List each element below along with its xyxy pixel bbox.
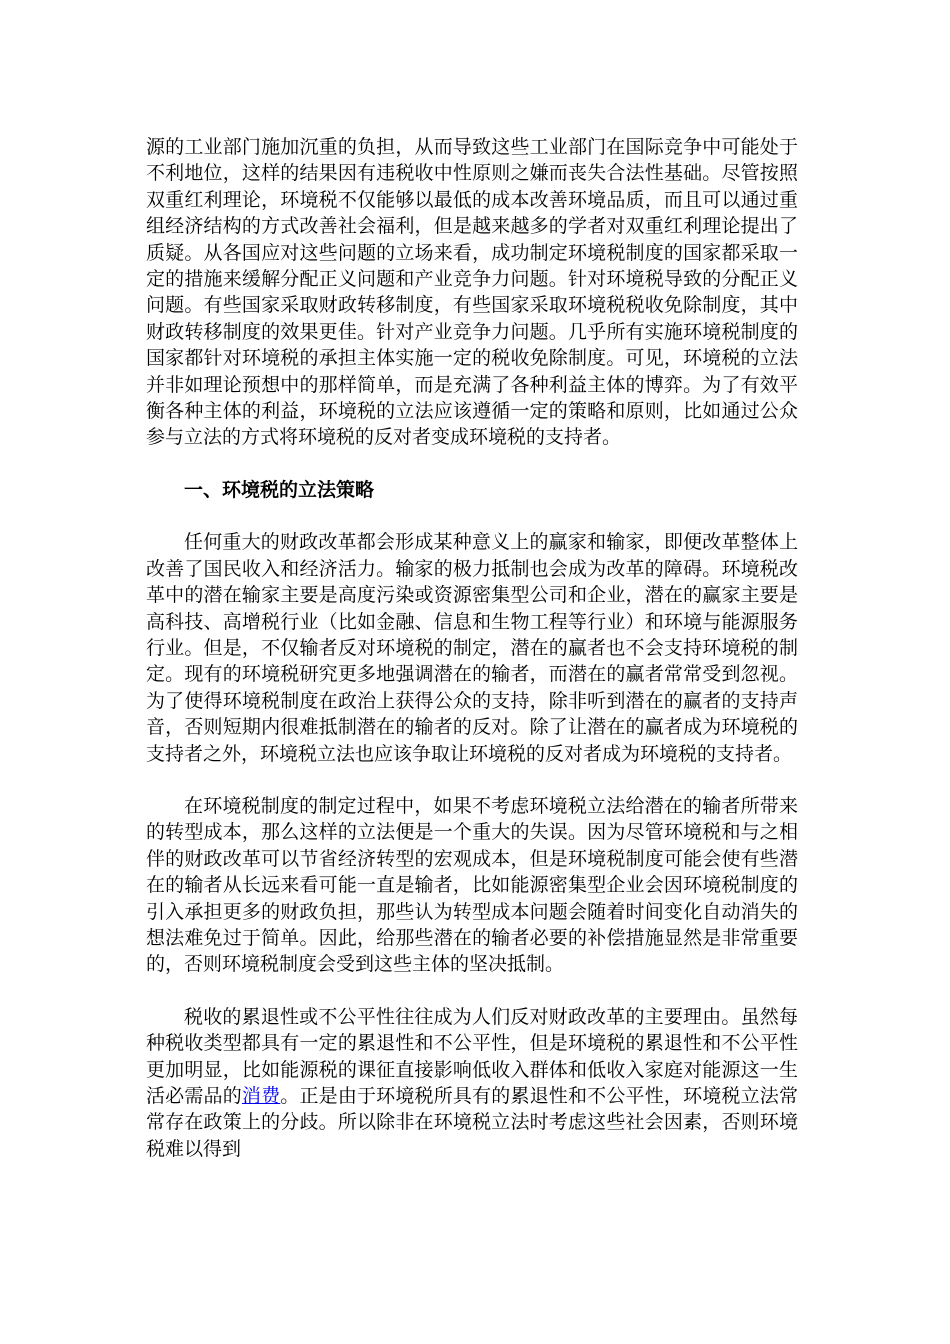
paragraph-2: 任何重大的财政改革都会形成某种意义上的赢家和输家，即便改革整体上改善了国民收入和经济活力。输家的极力抵制也会成为改革的障碍。环境税改革中的潜在输家主要是高度污染或资源密集型公司和企业，潜在的赢家主要是高科技、高增税行业（比如金融、信息和生物工程等行业）和环境与能源服务行业。但是，不仅输者反对环境税的制定，潜在的赢者也不会支持环境税的制定。现有的环境税研究更多地强调潜在的输者，而潜在的赢者常常受到忽视。为了使得环境税制度在政治上获得公众的支持，除非听到潜在的赢者的支持声音，否则短期内很难抵制潜在的输者的反对。除了让潜在的赢者成为环境税的支持者之外，环境税立法也应该争取让环境税的反对者成为环境税的支持者。 xyxy=(146,531,798,765)
document-body xyxy=(146,134,798,1162)
paragraph-3: 在环境税制度的制定过程中，如果不考虑环境税立法给潜在的输者所带来的转型成本，那么这样的立法便是一个重大的失误。因为尽管环境税和与之相伴的财政改革可以节省经济转型的宏观成本，但是环境税制度可能会使有些潜在的输者从长远来看可能一直是输者，比如能源密集型企业会因环境税制度的引入承担更多的财政负担，那些认为转型成本问题会随着时间变化自动消失的想法难免过于简单。因此，给那些潜在的输者必要的补偿措施显然是非常重要的，否则环境税制度会受到这些主体的坚决抵制。 xyxy=(146,794,798,976)
section-heading: 一、环境税的立法策略 xyxy=(184,478,375,501)
paragraph-1: 源的工业部门施加沉重的负担，从而导致这些工业部门在国际竞争中可能处于不利地位，这样的结果因有违税收中性原则之嫌而丧失合法性基础。尽管按照双重红利理论，环境税不仅能够以最低的成本改善环境品质，而且可以通过重组经济结构的方式改善社会福利，但是越来越多的学者对双重红利理论提出了质疑。从各国应对这些问题的立场来看，成功制定环境税制度的国家都采取一定的措施来缓解分配正义问题和产业竞争力问题。针对环境税导致的分配正义问题。有些国家采取财政转移制度，有些国家采取环境税税收免除制度，其中财政转移制度的效果更佳。针对产业竞争力问题。几乎所有实施环境税制度的国家都针对环境税的承担主体实施一定的税收免除制度。可见，环境税的立法并非如理论预想中的那样简单，而是充满了各种利益主体的博弈。为了有效平衡各种主体的利益，环境税的立法应该遵循一定的策略和原则，比如通过公众参与立法的方式将环境税的反对者变成环境税的支持者。 xyxy=(146,136,798,449)
paragraph-4-text-before: 税收的累退性或不公平性往往成为人们反对财政改革的主要理由。虽然每种税收类型都具有一定的累退性和不公平性，但是环境税的累退性和不公平性更加明显，比如能源税的课征直接影响低收入群体和低收入家庭对能源这一生活必需品的 xyxy=(146,1005,798,1107)
consumption-link[interactable]: 消费 xyxy=(241,1085,281,1107)
paragraph-4-text-after: 。正是由于环境税所具有的累退性和不公平性，环境税立法常常存在政策上的分歧。所以除非在环境税立法时考虑这些社会因素，否则环境税难以得到 xyxy=(146,1085,798,1160)
paragraph-4 xyxy=(146,1004,798,1162)
